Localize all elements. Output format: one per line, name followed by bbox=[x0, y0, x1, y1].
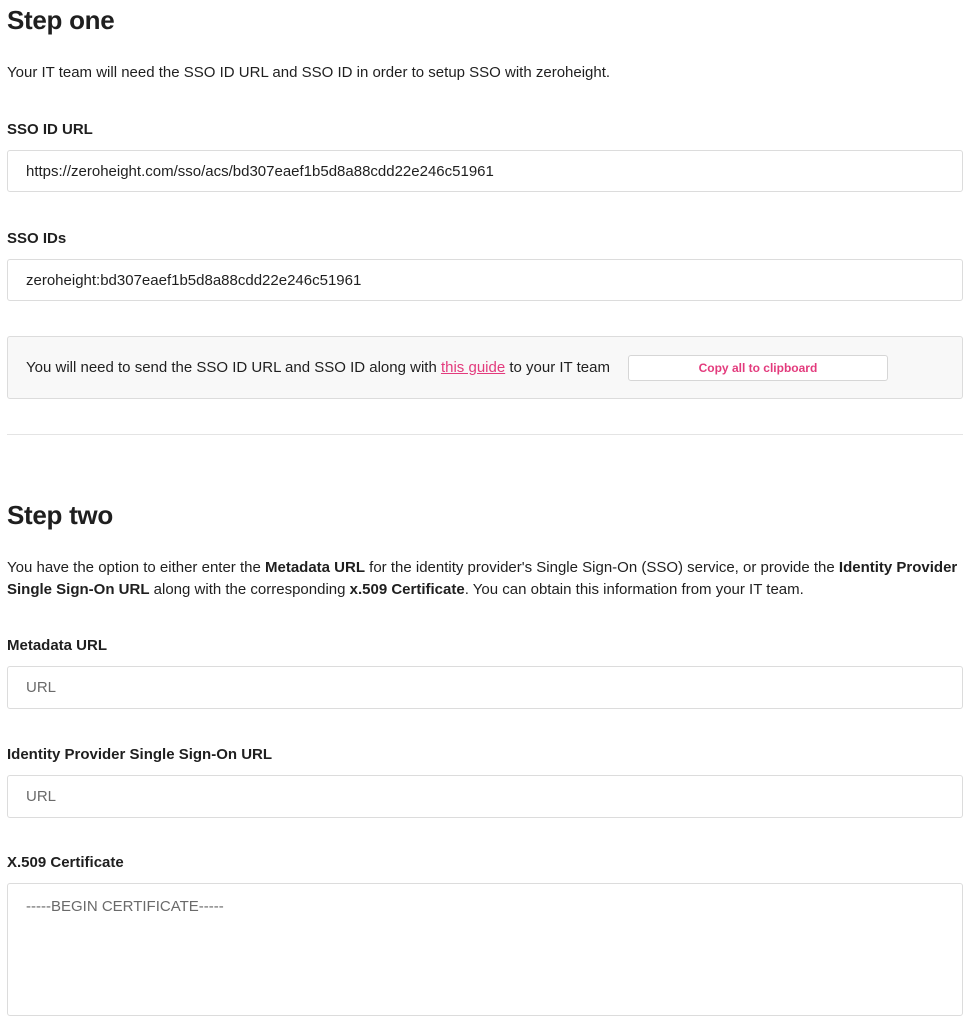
notice-text-after: to your IT team bbox=[505, 359, 610, 376]
notice-text bbox=[26, 359, 610, 376]
sso-ids-field[interactable] bbox=[7, 259, 963, 301]
step-two-desc-bold3: x.509 Certificate bbox=[349, 581, 465, 598]
copy-all-to-clipboard-button[interactable]: Copy all to clipboard bbox=[628, 355, 888, 381]
idp-sso-url-input[interactable] bbox=[7, 775, 963, 818]
sso-ids-label: SSO IDs bbox=[7, 230, 67, 247]
sso-id-url-label: SSO ID URL bbox=[7, 121, 93, 138]
step-two-desc-bold2: Identity Provider Single Sign-On URL bbox=[7, 559, 958, 598]
idp-sso-url-label: Identity Provider Single Sign-On URL bbox=[7, 746, 273, 763]
step-two-description bbox=[7, 557, 963, 601]
section-divider bbox=[7, 434, 963, 435]
metadata-url-input[interactable] bbox=[7, 666, 963, 709]
step-one-description: Your IT team will need the SSO ID URL and SSO ID in order to setup SSO with zeroheight. bbox=[7, 64, 611, 81]
metadata-url-label: Metadata URL bbox=[7, 637, 108, 654]
sso-ids-value: zeroheight:bd307eaef1b5d8a88cdd22e246c51961 bbox=[26, 271, 362, 289]
sso-id-url-field[interactable] bbox=[7, 150, 963, 192]
send-to-it-notice bbox=[7, 336, 963, 399]
guide-link[interactable]: this guide bbox=[440, 359, 506, 376]
step-two-desc-part4: . You can obtain this information from your IT team. bbox=[464, 581, 804, 598]
certificate-textarea[interactable] bbox=[7, 883, 963, 1016]
sso-id-url-value: https://zeroheight.com/sso/acs/bd307eaef1b5d8a88cdd22e246c51961 bbox=[26, 162, 494, 180]
step-two-desc-part3: along with the corresponding bbox=[149, 581, 350, 598]
step-two-desc-part1: You have the option to either enter the bbox=[7, 559, 265, 576]
certificate-label: X.509 Certificate bbox=[7, 854, 124, 871]
step-two-desc-part2: for the identity provider's Single Sign-On (SSO) service, or provide the bbox=[365, 559, 839, 576]
notice-text-before: You will need to send the SSO ID URL and SSO ID along with bbox=[26, 359, 441, 376]
step-two-desc-bold1: Metadata URL bbox=[264, 559, 365, 576]
step-two-title: Step two bbox=[7, 500, 113, 530]
step-one-title: Step one bbox=[7, 5, 115, 35]
